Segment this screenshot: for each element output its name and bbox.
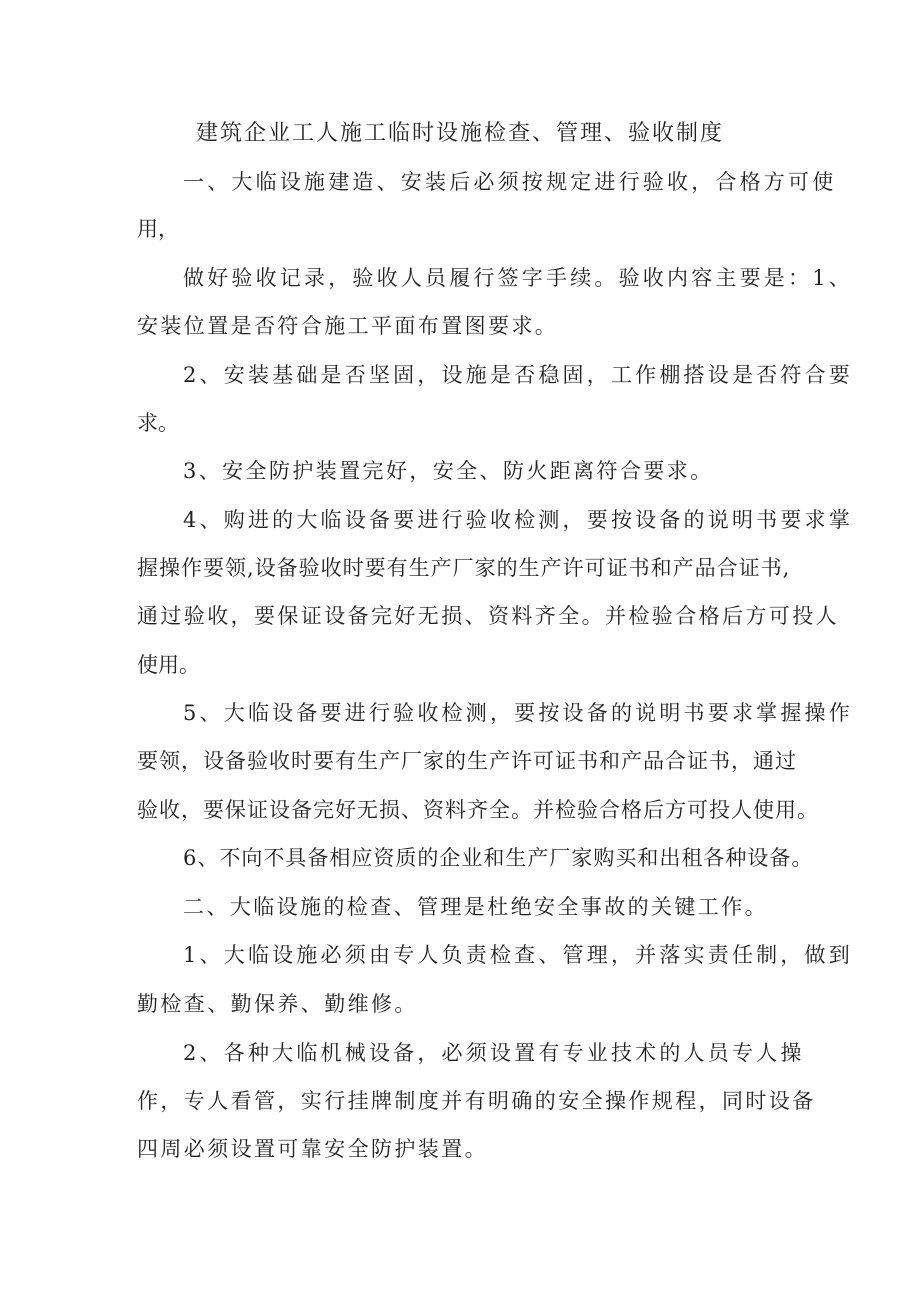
paragraph-line: 要领，设备验收时要有生产厂家的生产许可证书和产品合证书，通过 xyxy=(137,749,797,773)
paragraph-line: 使用。 xyxy=(137,653,200,677)
paragraph-line: 四周必须设置可靠安全防护装置。 xyxy=(137,1137,488,1161)
paragraph-line: 作，专人看管，实行挂牌制度并有明确的安全操作规程，同时设备 xyxy=(137,1089,816,1113)
paragraph-line: 握操作要领,设备验收时要有生产厂家的生产许可证书和产品合证书, xyxy=(137,556,791,580)
paragraph-line: 2、各种大临机械设备，必须设置有专业技术的人员专人操 xyxy=(183,1041,805,1065)
paragraph-line: 二、大临设施的检查、管理是杜绝安全事故的关键工作。 xyxy=(183,895,768,919)
paragraph-line: 1、大临设施必须由专人负责检查、管理，并落实责任制，做到 xyxy=(183,943,853,967)
document-title: 建筑企业工人施工临时设施检查、管理、验收制度 xyxy=(195,121,724,146)
paragraph-line: 3、安全防护装置完好，安全、防火距离符合要求。 xyxy=(183,459,714,483)
paragraph-line: 5、大临设备要进行验收检测，要按设备的说明书要求掌握操作 xyxy=(183,701,853,725)
paragraph-line: 2、安装基础是否坚固，设施是否稳固，工作棚搭设是否符合要 xyxy=(183,363,853,387)
paragraph-line: 做好验收记录，验收人员履行签字手续。验收内容主要是：1、 xyxy=(183,266,853,290)
paragraph-line: 安装位置是否符合施工平面布置图要求。 xyxy=(137,314,559,338)
paragraph-line: 用， xyxy=(137,217,179,241)
paragraph-line: 6、不向不具备相应资质的企业和生产厂家购买和出租各种设备。 xyxy=(183,846,814,870)
paragraph-line: 勤检查、勤保养、勤维修。 xyxy=(137,992,418,1016)
paragraph-line: 一、大临设施建造、安装后必须按规定进行验收，合格方可使 xyxy=(183,170,837,194)
paragraph-line: 验收，要保证设备完好无损、资料齐全。并检验合格后方可投人使用。 xyxy=(137,798,819,822)
paragraph-line: 4、购进的大临设备要进行验收检测，要按设备的说明书要求掌 xyxy=(183,508,853,532)
paragraph-line: 求。 xyxy=(137,411,179,435)
paragraph-line: 通过验收，要保证设备完好无损、资料齐全。并检验合格后方可投人 xyxy=(137,604,839,628)
